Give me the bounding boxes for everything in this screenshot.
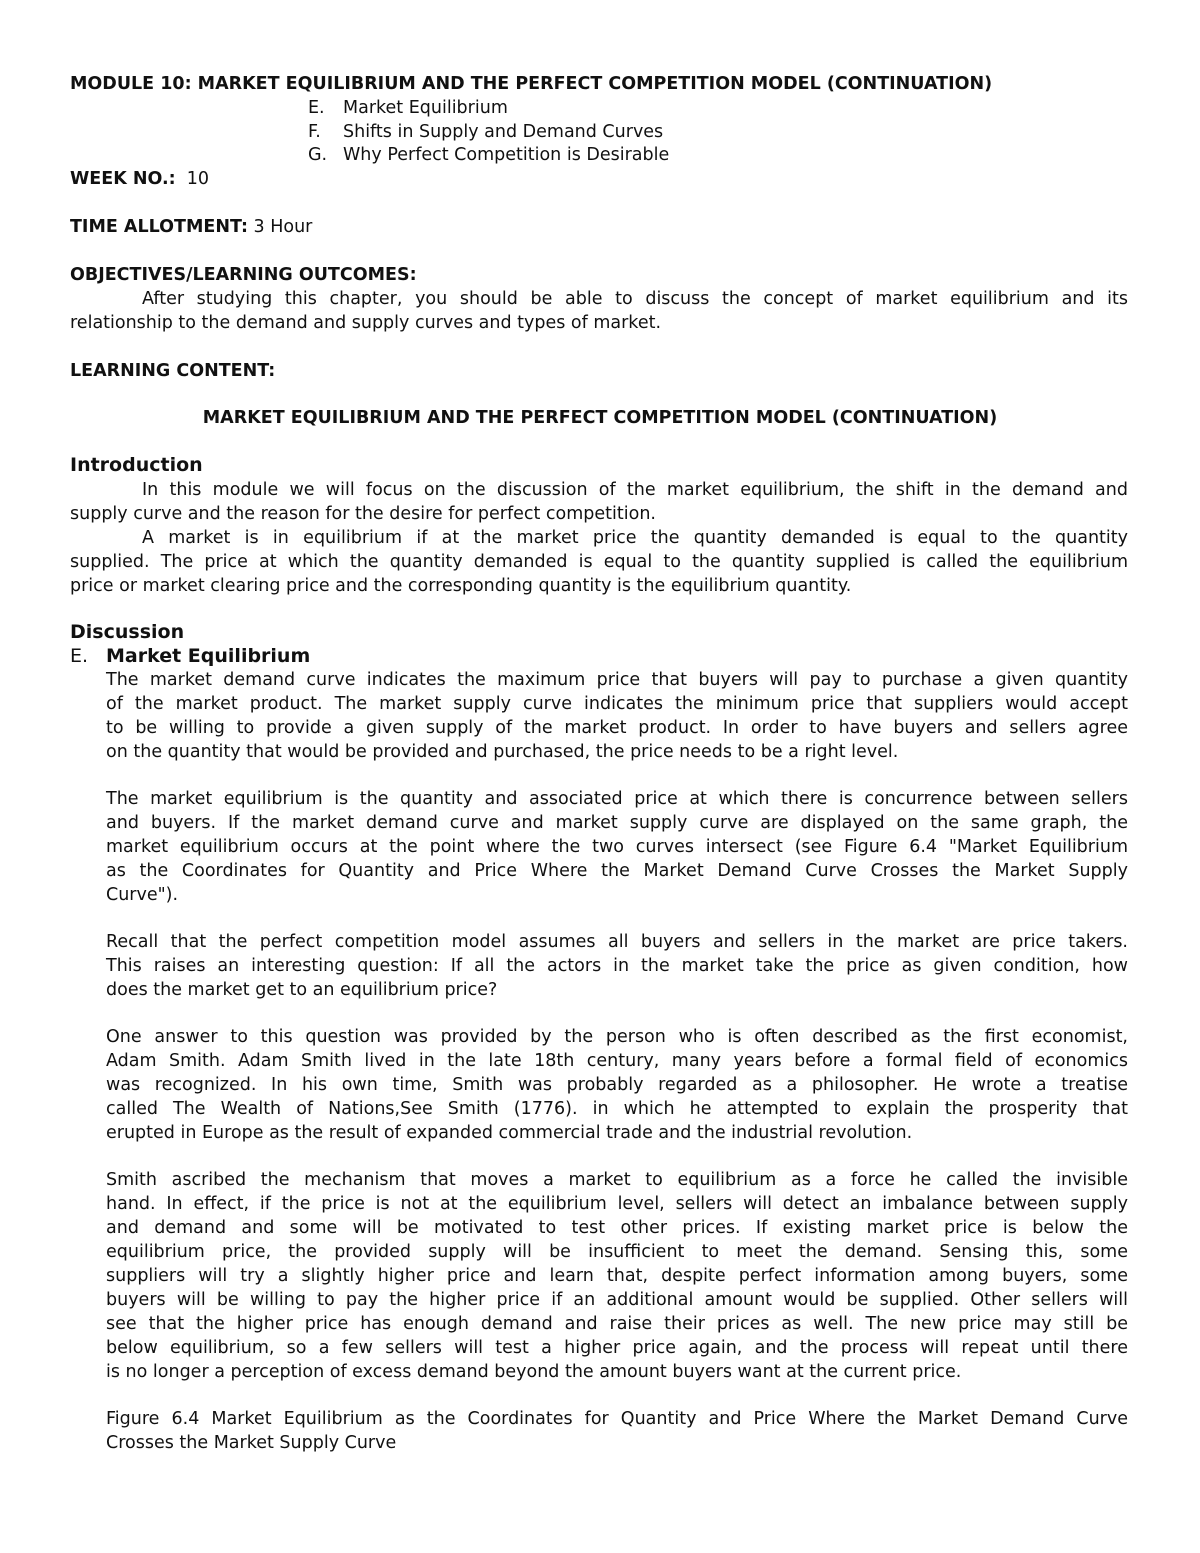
- time-allotment: [70, 215, 312, 239]
- paragraph-line: and demand and some will be motivated to test other prices. If existing market price is below the: [106, 1218, 1128, 1238]
- paragraph-line: Smith ascribed the mechanism that moves a market to equilibrium as a force he called the invisible: [106, 1170, 1128, 1190]
- introduction-line: supplied. The price at which the quantity demanded is equal to the quantity supplied is called the equilibrium: [70, 552, 1128, 572]
- paragraph-line: buyers will be willing to pay the higher price if an additional amount would be supplied. Other sellers will: [106, 1290, 1128, 1310]
- paragraph-line: The market equilibrium is the quantity and associated price at which there is concurrence between sellers: [106, 789, 1128, 809]
- paragraph-line: This raises an interesting question: If all the actors in the market take the price as given condition, how: [106, 956, 1128, 976]
- paragraph-line: The market demand curve indicates the maximum price that buyers will pay to purchase a given quantity: [106, 670, 1128, 690]
- paragraph-line: Curve").: [106, 885, 179, 905]
- content-title: MARKET EQUILIBRIUM AND THE PERFECT COMPETITION MODEL (CONTINUATION): [202, 408, 998, 428]
- paragraph-line: is no longer a perception of excess demand beyond the amount buyers want at the current price.: [106, 1362, 962, 1382]
- paragraph-line: see that the higher price has enough demand and raise their prices as well. The new price may still be: [106, 1314, 1128, 1334]
- objectives-heading: OBJECTIVES/LEARNING OUTCOMES:: [70, 265, 417, 285]
- week-label: WEEK NO.:: [70, 169, 176, 189]
- paragraph-line: suppliers will try a slightly higher price and learn that, despite perfect information among buyers, some: [106, 1266, 1128, 1286]
- topic-item: E. Market Equilibrium: [308, 98, 508, 118]
- section-heading: E. Market Equilibrium: [70, 645, 311, 667]
- paragraph-line: Recall that the perfect competition model assumes all buyers and sellers in the market are price takers.: [106, 932, 1128, 952]
- paragraph-line: hand. In effect, if the price is not at the equilibrium level, sellers will detect an imbalance between supply: [106, 1194, 1128, 1214]
- topic-item: G. Why Perfect Competition is Desirable: [308, 145, 670, 165]
- introduction-heading: Introduction: [70, 454, 203, 476]
- paragraph-line: One answer to this question was provided by the person who is often described as the first economist,: [106, 1027, 1128, 1047]
- introduction-line: A market is in equilibrium if at the market price the quantity demanded is equal to the quantity: [142, 528, 1128, 548]
- discussion-heading: Discussion: [70, 621, 185, 643]
- module-title: MODULE 10: MARKET EQUILIBRIUM AND THE PERFECT COMPETITION MODEL (CONTINUATION): [70, 74, 993, 94]
- objectives-text-line: After studying this chapter, you should be able to discuss the concept of market equilibrium and its: [142, 289, 1128, 309]
- paragraph-line: on the quantity that would be provided and purchased, the price needs to be a right level.: [106, 742, 899, 762]
- introduction-line: supply curve and the reason for the desire for perfect competition.: [70, 504, 656, 524]
- paragraph-line: as the Coordinates for Quantity and Price Where the Market Demand Curve Crosses the Market Supply: [106, 861, 1128, 881]
- paragraph-line: erupted in Europe as the result of expanded commercial trade and the industrial revolution.: [106, 1123, 913, 1143]
- paragraph-line: equilibrium price, the provided supply will be insufficient to meet the demand. Sensing this, some: [106, 1242, 1128, 1262]
- paragraph-line: of the market product. The market supply curve indicates the minimum price that suppliers would accept: [106, 694, 1128, 714]
- paragraph-line: to be willing to provide a given supply of the market product. In order to have buyers and sellers agree: [106, 718, 1128, 738]
- paragraph-line: was recognized. In his own time, Smith was probably regarded as a philosopher. He wrote a treatise: [106, 1075, 1128, 1095]
- paragraph-line: does the market get to an equilibrium price?: [106, 980, 498, 1000]
- paragraph-line: and buyers. If the market demand curve and market supply curve are displayed on the same graph, the: [106, 813, 1128, 833]
- objectives-text-line: relationship to the demand and supply curves and types of market.: [70, 313, 662, 333]
- learning-content-heading: LEARNING CONTENT:: [70, 361, 276, 381]
- week-number: [70, 167, 209, 191]
- figure-caption: Crosses the Market Supply Curve: [106, 1433, 397, 1453]
- introduction-line: In this module we will focus on the discussion of the market equilibrium, the shift in the demand and: [142, 480, 1128, 500]
- paragraph-line: market equilibrium occurs at the point where the two curves intersect (see Figure 6.4 "Market Equilibrium: [106, 837, 1128, 857]
- figure-caption: Figure 6.4 Market Equilibrium as the Coordinates for Quantity and Price Where the Market Demand Curve: [106, 1409, 1128, 1429]
- paragraph-line: Adam Smith. Adam Smith lived in the late 18th century, many years before a formal field of economics: [106, 1051, 1128, 1071]
- paragraph-line: below equilibrium, so a few sellers will test a higher price again, and the process will repeat until there: [106, 1338, 1128, 1358]
- time-label: TIME ALLOTMENT:: [70, 217, 248, 237]
- introduction-line: price or market clearing price and the corresponding quantity is the equilibrium quantity.: [70, 576, 852, 596]
- paragraph-line: called The Wealth of Nations,See Smith (1776). in which he attempted to explain the prosperity that: [106, 1099, 1128, 1119]
- week-value: 10: [186, 169, 210, 189]
- time-value: 3 Hour: [253, 217, 313, 237]
- topic-item: F. Shifts in Supply and Demand Curves: [308, 122, 664, 142]
